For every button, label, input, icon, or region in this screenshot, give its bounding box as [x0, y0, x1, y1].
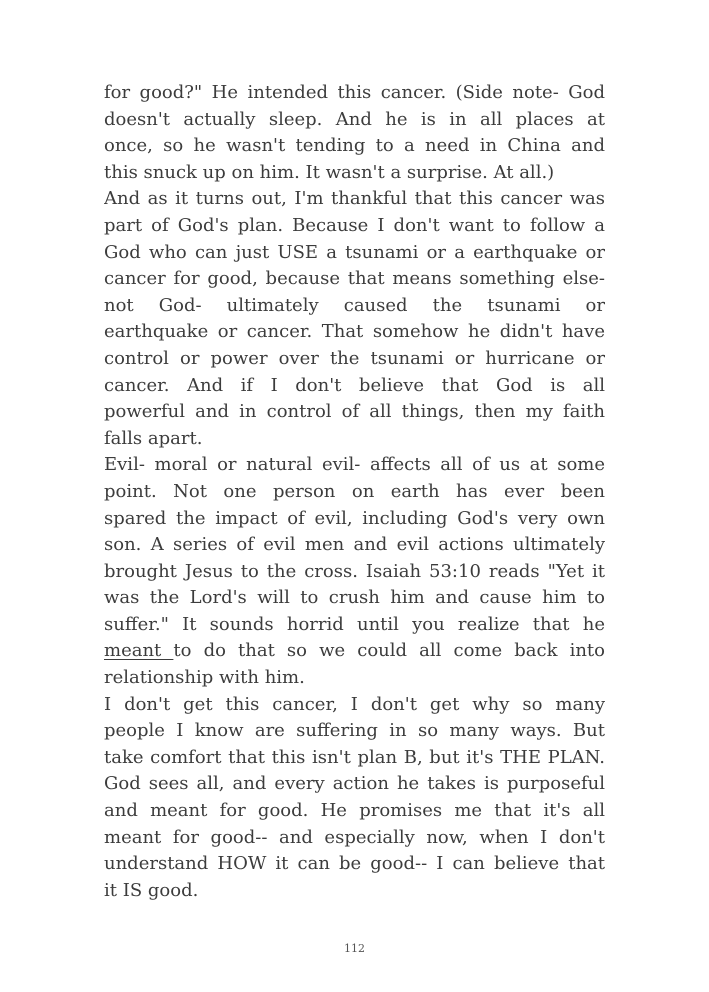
text-line: earthquake or cancer. That somehow he didn't have — [104, 321, 605, 343]
page-number: 112 — [344, 942, 365, 955]
text-line: spared the impact of evil, including God's very own — [104, 507, 605, 529]
text-line: was the Lord's will to crush him and cause him to — [104, 587, 605, 609]
text-line: meant for good-- and especially now, when I don't — [104, 826, 605, 848]
body-text — [104, 80, 605, 904]
text-line: and meant for good. He promises me that it's all — [104, 800, 605, 822]
text-line-rest: to do that so we could all come back into — [173, 640, 605, 662]
text-line — [104, 638, 605, 665]
text-line: for good?" He intended this cancer. (Side note- God — [104, 82, 605, 103]
text-line: not God- ultimately caused the tsunami or — [104, 294, 605, 316]
text-line: falls apart. — [104, 427, 203, 449]
underlined-word: meant — [104, 640, 174, 662]
text-line: part of God's plan. Because I don't want to follow a — [104, 214, 605, 236]
text-line: control or power over the tsunami or hurricane or — [104, 347, 605, 369]
text-line: take comfort that this isn't plan B, but it's THE PLAN. — [104, 746, 605, 768]
text-line: son. A series of evil men and evil actions ultimately — [104, 534, 605, 556]
text-line: God sees all, and every action he takes is purposeful — [104, 773, 605, 795]
text-line: suffer." It sounds horrid until you realize that he — [104, 613, 605, 635]
text-line: this snuck up on him. It wasn't a surprise. At all.) — [104, 161, 555, 183]
text-line: people I know are suffering in so many ways. But — [104, 720, 605, 742]
text-line: relationship with him. — [104, 667, 305, 689]
text-line: understand HOW it can be good-- I can believe that — [104, 853, 605, 875]
text-line: Evil- moral or natural evil- affects all of us at some — [104, 454, 605, 476]
text-line: once, so he wasn't tending to a need in China and — [104, 135, 605, 157]
text-line: doesn't actually sleep. And he is in all places at — [104, 108, 605, 130]
text-line: cancer. And if I don't believe that God is all — [104, 374, 605, 396]
text-line: And as it turns out, I'm thankful that this cancer was — [104, 188, 605, 210]
text-line: point. Not one person on earth has ever been — [104, 480, 605, 502]
text-line: it IS good. — [104, 879, 199, 901]
text-line: God who can just USE a tsunami or a earthquake or — [104, 241, 605, 263]
text-line: powerful and in control of all things, then my faith — [104, 401, 605, 423]
text-line: I don't get this cancer, I don't get why so many — [104, 693, 605, 715]
text-line: brought Jesus to the cross. Isaiah 53:10 reads "Yet it — [104, 560, 605, 582]
text-line: cancer for good, because that means something else- — [104, 268, 605, 290]
